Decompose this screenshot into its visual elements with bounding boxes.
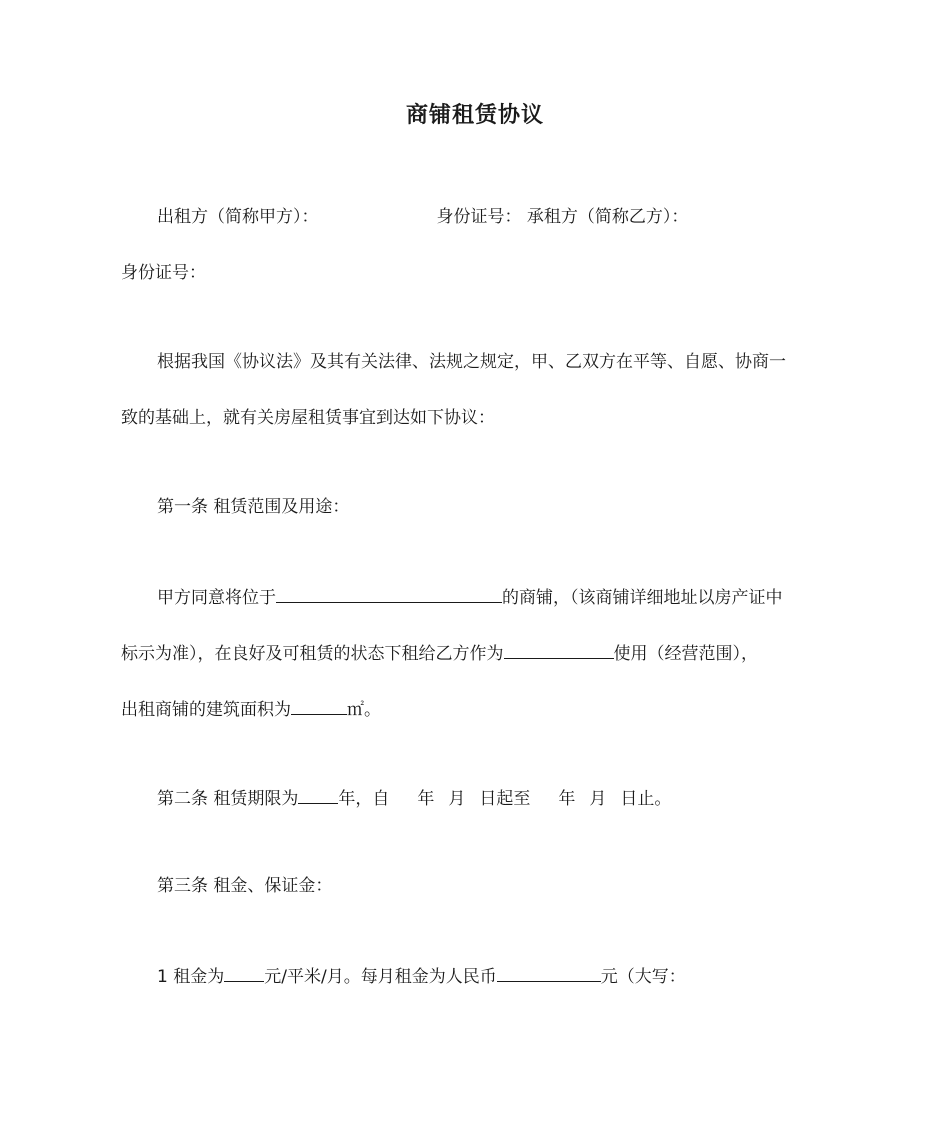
article1-heading: 第一条 租赁范围及用途： [157, 497, 350, 517]
monthly-rent-blank [497, 963, 601, 982]
article3-item1 [157, 963, 686, 989]
term-years-blank [298, 785, 338, 804]
lessee-id-label: 身份证号： [121, 263, 206, 283]
article1-text-f: ㎡。 [347, 700, 381, 720]
article1-text-b: 的商铺，（该商铺详细地址以房产证中 [502, 588, 783, 608]
article1-text-a: 甲方同意将位于 [157, 588, 276, 608]
article2-text-b: 年，自 [338, 789, 390, 809]
article2-text-f: 年 [558, 789, 576, 809]
article1-text-c: 标示为准），在良好及可租赁的状态下租给乙方作为 [121, 644, 504, 664]
article2-text-d: 月 [448, 789, 466, 809]
article2-text-e: 日起至 [479, 789, 531, 809]
address-blank [276, 584, 502, 603]
article2-line [157, 785, 671, 811]
lessee-label: 承租方（简称乙方）： [526, 207, 689, 227]
article2-text-h: 日止。 [620, 789, 672, 809]
article3-text-a: 1 租金为 [157, 967, 225, 987]
article1-text-d: 使用（经营范围）， [613, 644, 758, 664]
article1-line-1 [157, 584, 783, 610]
use-blank [504, 640, 614, 659]
article3-heading: 第三条 租金、保证金： [157, 876, 333, 896]
lessor-id-label: 身份证号： [436, 207, 522, 227]
article2-text-a: 第二条 租赁期限为 [157, 789, 299, 809]
area-blank [291, 696, 347, 715]
preamble-line-2: 致的基础上，就有关房屋租赁事宜到达如下协议： [121, 408, 495, 428]
parties-line [157, 205, 688, 229]
article3-text-c: 元（大写： [600, 967, 686, 987]
document-title: 商铺租赁协议 [405, 103, 544, 128]
lessee-id-line [121, 261, 206, 285]
lessor-label: 出租方（简称甲方）： [157, 207, 319, 227]
article2-text-c: 年 [417, 789, 435, 809]
unit-price-blank [224, 963, 264, 982]
article1-line-3 [121, 696, 381, 722]
article2-text-g: 月 [589, 789, 607, 809]
article1-text-e: 出租商铺的建筑面积为 [121, 700, 291, 720]
article3-text-b: 元/平米/月。每月租金为人民币 [264, 967, 497, 987]
preamble-line-1: 根据我国《协议法》及其有关法律、法规之规定，甲、乙双方在平等、自愿、协商一 [157, 352, 786, 372]
article1-line-2 [121, 640, 758, 666]
